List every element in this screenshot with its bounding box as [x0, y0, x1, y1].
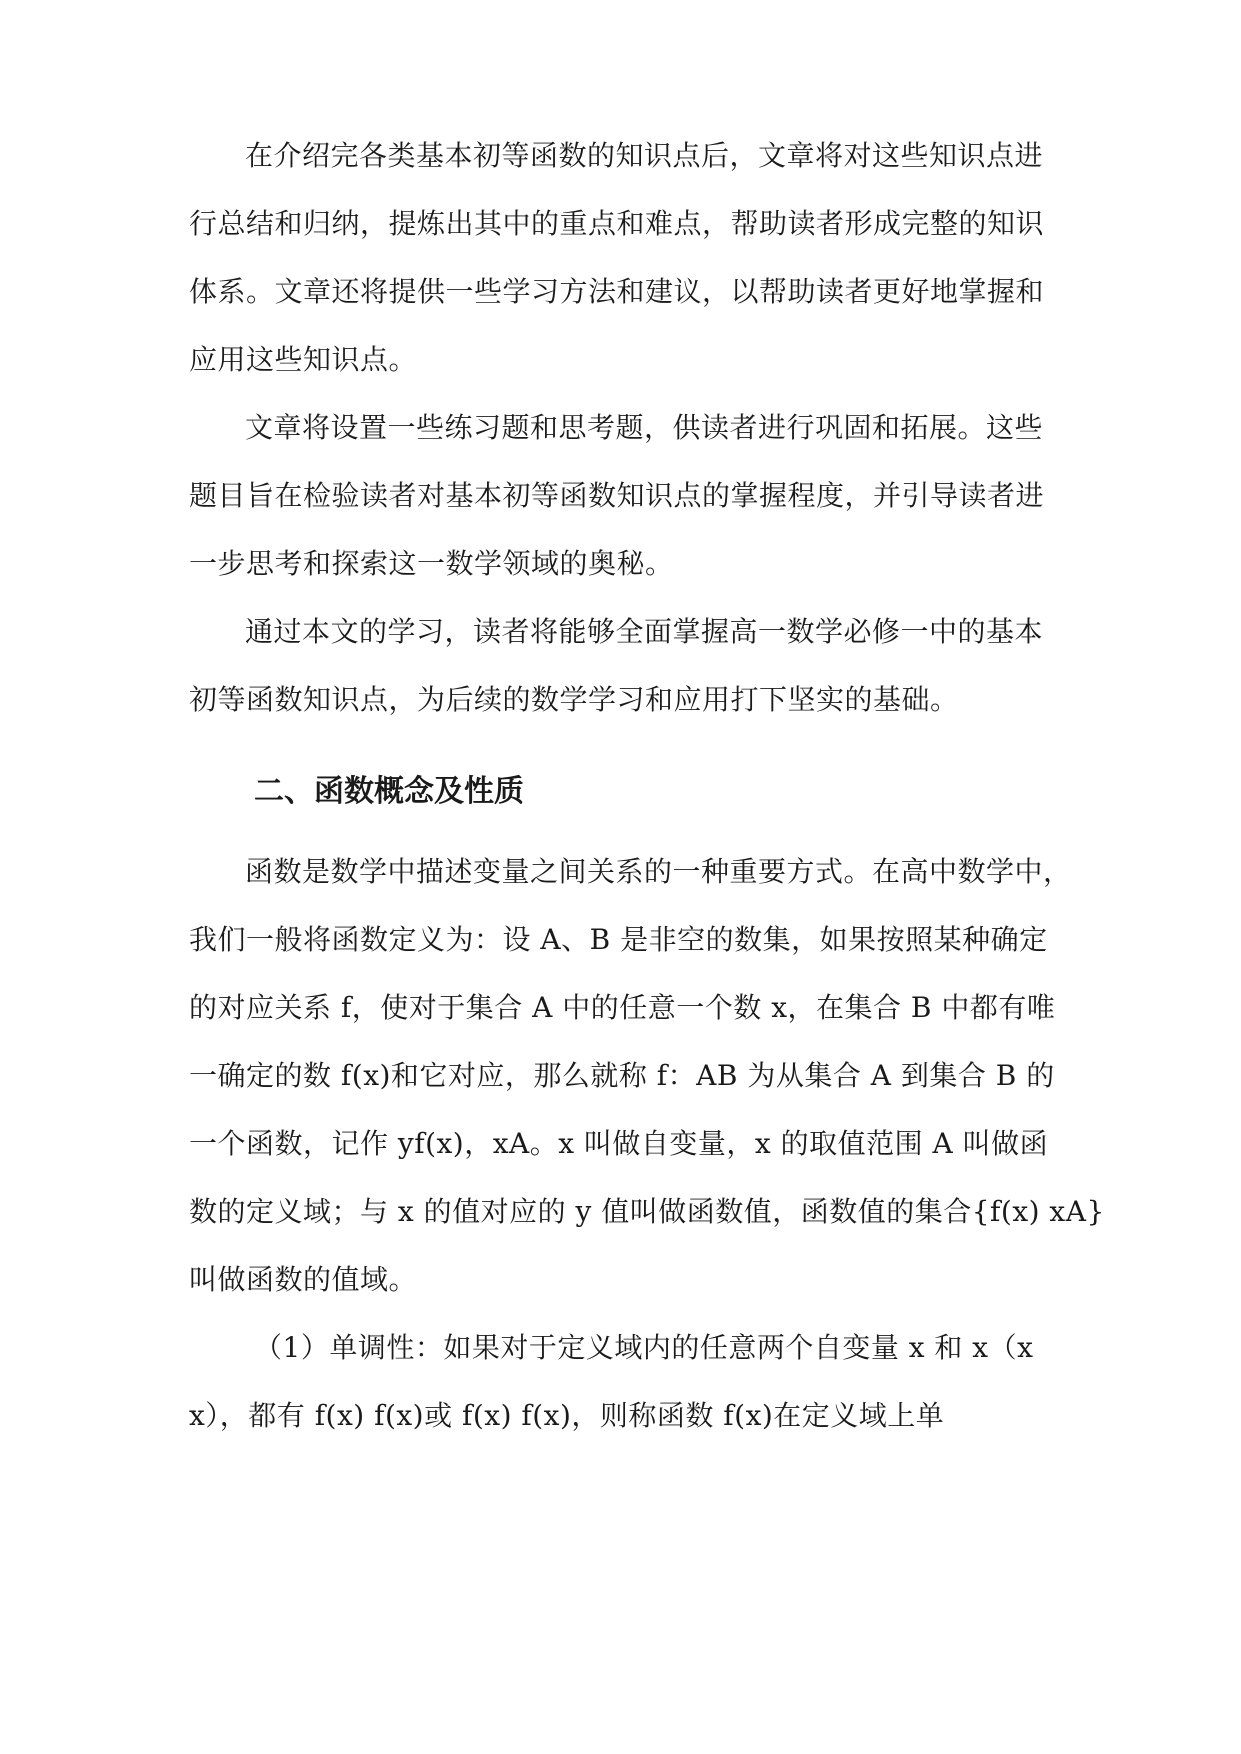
paragraph-line: 通过本文的学习，读者将能够全面掌握高一数学必修一中的基本 — [245, 615, 1044, 648]
paragraph-line: 体系。文章还将提供一些学习方法和建议，以帮助读者更好地掌握和 — [189, 275, 1045, 308]
paragraph-line: 一个函数，记作 yf(x)，xA。x 叫做自变量，x 的取值范围 A 叫做函 — [189, 1127, 1049, 1160]
paragraph-line: 初等函数知识点，为后续的数学学习和应用打下坚实的基础。 — [189, 683, 959, 716]
paragraph-line: 文章将设置一些练习题和思考题，供读者进行巩固和拓展。这些 — [245, 411, 1044, 444]
paragraph-line: 数的定义域；与 x 的值对应的 y 值叫做函数值，函数值的集合{f(x) xA} — [189, 1195, 1105, 1228]
paragraph-line: 我们一般将函数定义为：设 A、B 是非空的数集，如果按照某种确定 — [189, 923, 1048, 956]
paragraph-line: 在介绍完各类基本初等函数的知识点后，文章将对这些知识点进 — [245, 139, 1044, 172]
paragraph-line: 行总结和归纳，提炼出其中的重点和难点，帮助读者形成完整的知识 — [189, 207, 1045, 240]
paragraph-line: 叫做函数的值域。 — [189, 1263, 418, 1296]
paragraph-line: x），都有 f(x) f(x)或 f(x) f(x)，则称函数 f(x)在定义域上单 — [189, 1399, 945, 1432]
paragraph-line: 一确定的数 f(x)和它对应，那么就称 f：AB 为从集合 A 到集合 B 的 — [189, 1059, 1055, 1092]
paragraph-line: 应用这些知识点。 — [189, 343, 418, 376]
paragraph-line: 的对应关系 f，使对于集合 A 中的任意一个数 x，在集合 B 中都有唯 — [189, 991, 1056, 1024]
paragraph-line: 函数是数学中描述变量之间关系的一种重要方式。在高中数学中， — [245, 855, 1072, 888]
section-heading: 二、函数概念及性质 — [254, 774, 524, 809]
paragraph-line: 一步思考和探索这一数学领域的奥秘。 — [189, 547, 674, 580]
paragraph-line: 题目旨在检验读者对基本初等函数知识点的掌握程度，并引导读者进 — [189, 479, 1045, 512]
paragraph-line: （1）单调性：如果对于定义域内的任意两个自变量 x 和 x（x — [254, 1331, 1034, 1364]
